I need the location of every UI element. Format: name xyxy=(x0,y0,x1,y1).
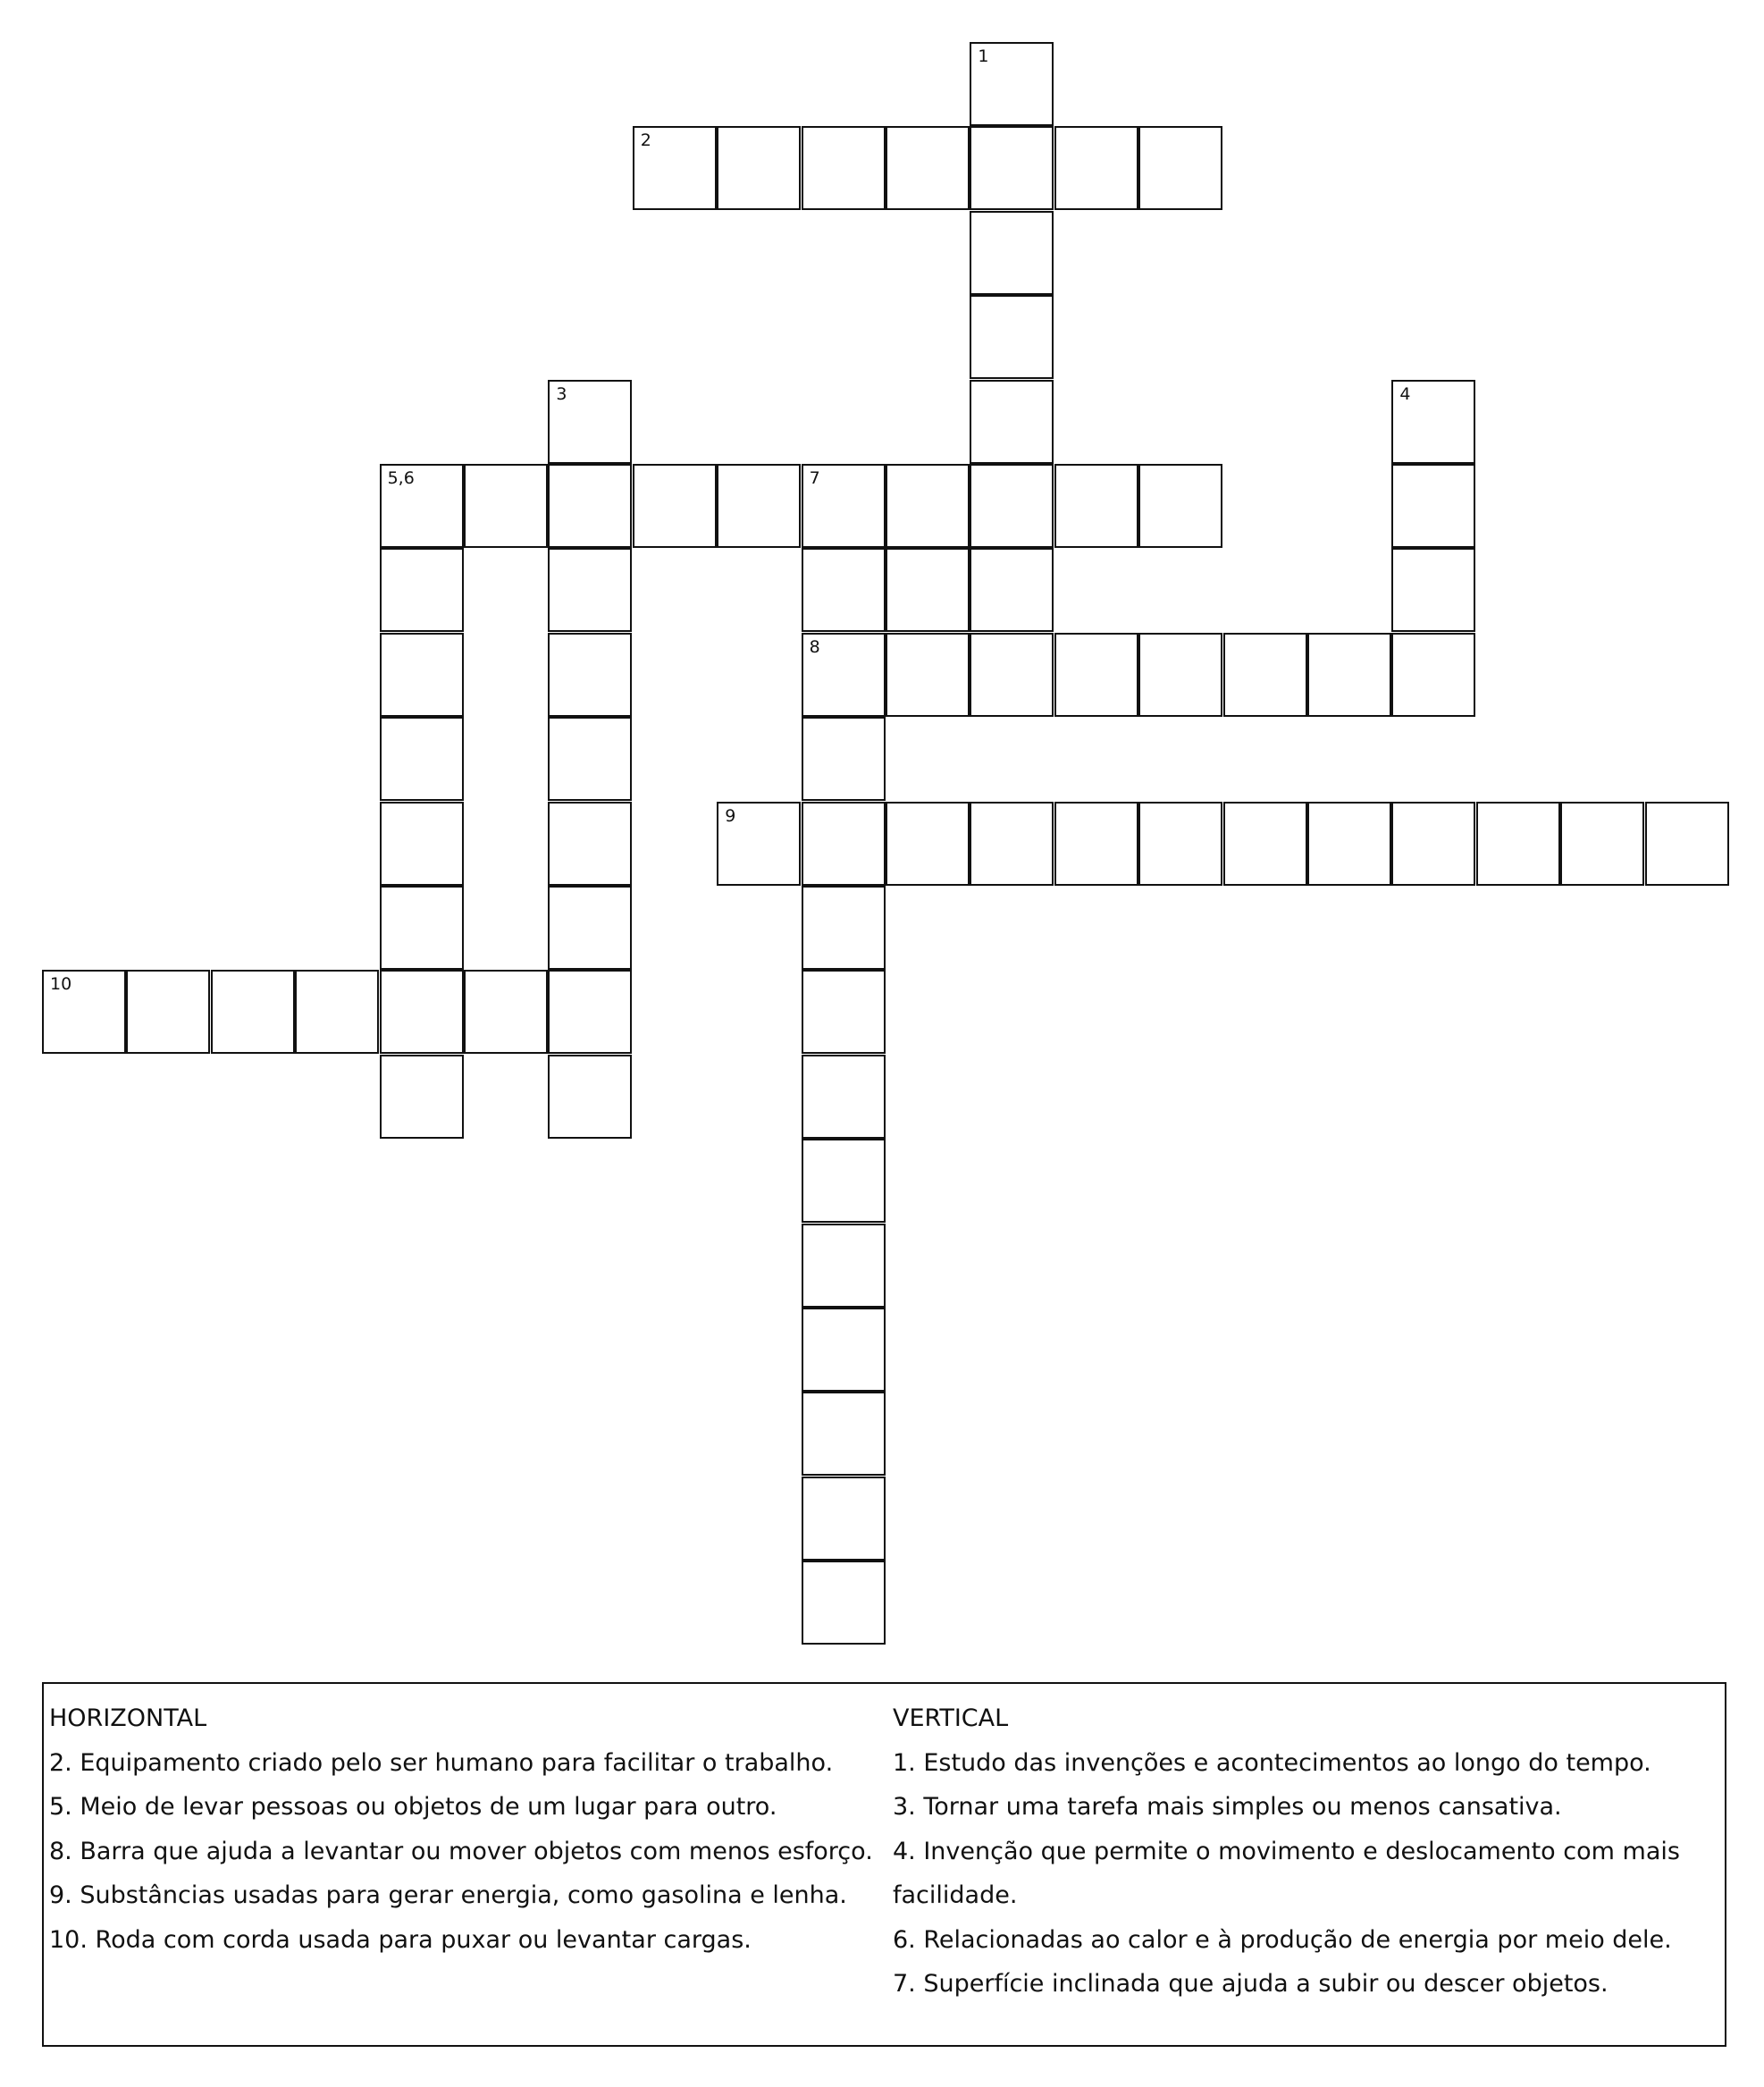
crossword-cell[interactable] xyxy=(802,1477,886,1561)
crossword-cell[interactable] xyxy=(802,1561,886,1645)
clue-vertical-6: 6. Relacionadas ao calor e à produção de energia por meio dele. xyxy=(893,1925,1672,1954)
crossword-cell[interactable] xyxy=(380,802,464,886)
crossword-cell[interactable] xyxy=(1391,633,1475,717)
clue-horizontal-5: 5. Meio de levar pessoas ou objetos de um lugar para outro. xyxy=(49,1793,777,1821)
crossword-cell[interactable] xyxy=(886,802,970,886)
crossword-cell[interactable] xyxy=(1476,802,1560,886)
horizontal-heading: HORIZONTAL xyxy=(49,1704,207,1732)
clue-number: 2 xyxy=(640,130,651,151)
clue-number: 1 xyxy=(978,46,989,66)
crossword-cell[interactable] xyxy=(1054,126,1138,210)
crossword-cell[interactable] xyxy=(970,295,1054,379)
crossword-cell[interactable] xyxy=(548,717,632,801)
crossword-cell[interactable] xyxy=(464,970,548,1054)
crossword-cell[interactable] xyxy=(886,126,970,210)
crossword-cell[interactable] xyxy=(802,633,886,717)
crossword-cell[interactable] xyxy=(211,970,295,1054)
crossword-cell[interactable] xyxy=(1138,802,1222,886)
crossword-cell[interactable] xyxy=(1223,633,1307,717)
crossword-cell[interactable] xyxy=(717,802,801,886)
crossword-cell[interactable] xyxy=(548,548,632,632)
crossword-cell[interactable] xyxy=(42,970,126,1054)
crossword-cell[interactable] xyxy=(886,548,970,632)
clue-horizontal-9: 9. Substâncias usadas para gerar energia, como gasolina e lenha. xyxy=(49,1881,847,1909)
clue-number: 5,6 xyxy=(387,468,415,488)
clue-horizontal-10: 10. Roda com corda usada para puxar ou levantar cargas. xyxy=(49,1925,752,1954)
crossword-cell[interactable] xyxy=(970,211,1054,295)
crossword-cell[interactable] xyxy=(1223,802,1307,886)
crossword-cell[interactable] xyxy=(970,126,1054,210)
crossword-cell[interactable] xyxy=(380,464,464,548)
crossword-cell[interactable] xyxy=(802,464,886,548)
crossword-cell[interactable] xyxy=(126,970,210,1054)
crossword-cell[interactable] xyxy=(380,633,464,717)
crossword-cell[interactable] xyxy=(548,970,632,1054)
crossword-cell[interactable] xyxy=(633,126,717,210)
crossword-cell[interactable] xyxy=(970,633,1054,717)
crossword-cell[interactable] xyxy=(1645,802,1729,886)
crossword-cell[interactable] xyxy=(886,633,970,717)
crossword-cell[interactable] xyxy=(548,802,632,886)
crossword-cell[interactable] xyxy=(1138,464,1222,548)
crossword-cell[interactable] xyxy=(970,380,1054,464)
crossword-cell[interactable] xyxy=(1138,126,1222,210)
crossword-cell[interactable] xyxy=(380,548,464,632)
crossword-cell[interactable] xyxy=(380,970,464,1054)
crossword-cell[interactable] xyxy=(1307,633,1391,717)
crossword-cell[interactable] xyxy=(717,126,801,210)
crossword-cell[interactable] xyxy=(380,717,464,801)
crossword-cell[interactable] xyxy=(548,1055,632,1139)
crossword-cell[interactable] xyxy=(1560,802,1644,886)
crossword-cell[interactable] xyxy=(970,548,1054,632)
clue-number: 10 xyxy=(50,974,72,995)
clue-horizontal-2: 2. Equipamento criado pelo ser humano para facilitar o trabalho. xyxy=(49,1748,834,1777)
crossword-cell[interactable] xyxy=(970,802,1054,886)
clue-number: 4 xyxy=(1399,383,1411,404)
crossword-cell[interactable] xyxy=(633,464,717,548)
crossword-cell[interactable] xyxy=(464,464,548,548)
horizontal-clues xyxy=(49,1696,880,1962)
crossword-cell[interactable] xyxy=(802,717,886,801)
crossword-cell[interactable] xyxy=(802,1139,886,1223)
crossword-cell[interactable] xyxy=(1391,380,1475,464)
clue-vertical-7: 7. Superfície inclinada que ajuda a subir ou descer objetos. xyxy=(893,1970,1609,1998)
clue-vertical-3: 3. Tornar uma tarefa mais simples ou menos cansativa. xyxy=(893,1793,1562,1821)
clue-horizontal-8: 8. Barra que ajuda a levantar ou mover objetos com menos esforço. xyxy=(49,1837,873,1865)
crossword-cell[interactable] xyxy=(970,42,1054,126)
crossword-cell[interactable] xyxy=(1391,802,1475,886)
crossword-cell[interactable] xyxy=(1054,802,1138,886)
clue-number: 7 xyxy=(809,468,820,488)
clues-box xyxy=(42,1682,1726,2047)
crossword-cell[interactable] xyxy=(1391,464,1475,548)
clue-number: 3 xyxy=(556,383,567,404)
crossword-cell[interactable] xyxy=(802,1224,886,1308)
crossword-cell[interactable] xyxy=(548,464,632,548)
vertical-clues xyxy=(893,1696,1724,2007)
crossword-cell[interactable] xyxy=(802,802,886,886)
crossword-cell[interactable] xyxy=(802,970,886,1054)
crossword-cell[interactable] xyxy=(802,886,886,970)
crossword-cell[interactable] xyxy=(1307,802,1391,886)
clue-vertical-1: 1. Estudo das invenções e acontecimentos ao longo do tempo. xyxy=(893,1748,1651,1777)
crossword-cell[interactable] xyxy=(886,464,970,548)
crossword-cell[interactable] xyxy=(548,886,632,970)
crossword-cell[interactable] xyxy=(802,126,886,210)
crossword-cell[interactable] xyxy=(1054,464,1138,548)
clue-number: 9 xyxy=(725,805,736,826)
crossword-cell[interactable] xyxy=(802,1392,886,1476)
crossword-cell[interactable] xyxy=(380,1055,464,1139)
vertical-heading: VERTICAL xyxy=(893,1704,1009,1732)
crossword-cell[interactable] xyxy=(1054,633,1138,717)
crossword-cell[interactable] xyxy=(1391,548,1475,632)
crossword-cell[interactable] xyxy=(548,633,632,717)
crossword-cell[interactable] xyxy=(802,548,886,632)
crossword-cell[interactable] xyxy=(1138,633,1222,717)
clue-number: 8 xyxy=(809,636,820,657)
crossword-cell[interactable] xyxy=(380,886,464,970)
crossword-cell[interactable] xyxy=(717,464,801,548)
crossword-cell[interactable] xyxy=(802,1055,886,1139)
crossword-cell[interactable] xyxy=(295,970,379,1054)
crossword-cell[interactable] xyxy=(548,380,632,464)
crossword-cell[interactable] xyxy=(970,464,1054,548)
crossword-cell[interactable] xyxy=(802,1308,886,1392)
clue-vertical-4: 4. Invenção que permite o movimento e deslocamento com mais facilidade. xyxy=(893,1837,1680,1909)
